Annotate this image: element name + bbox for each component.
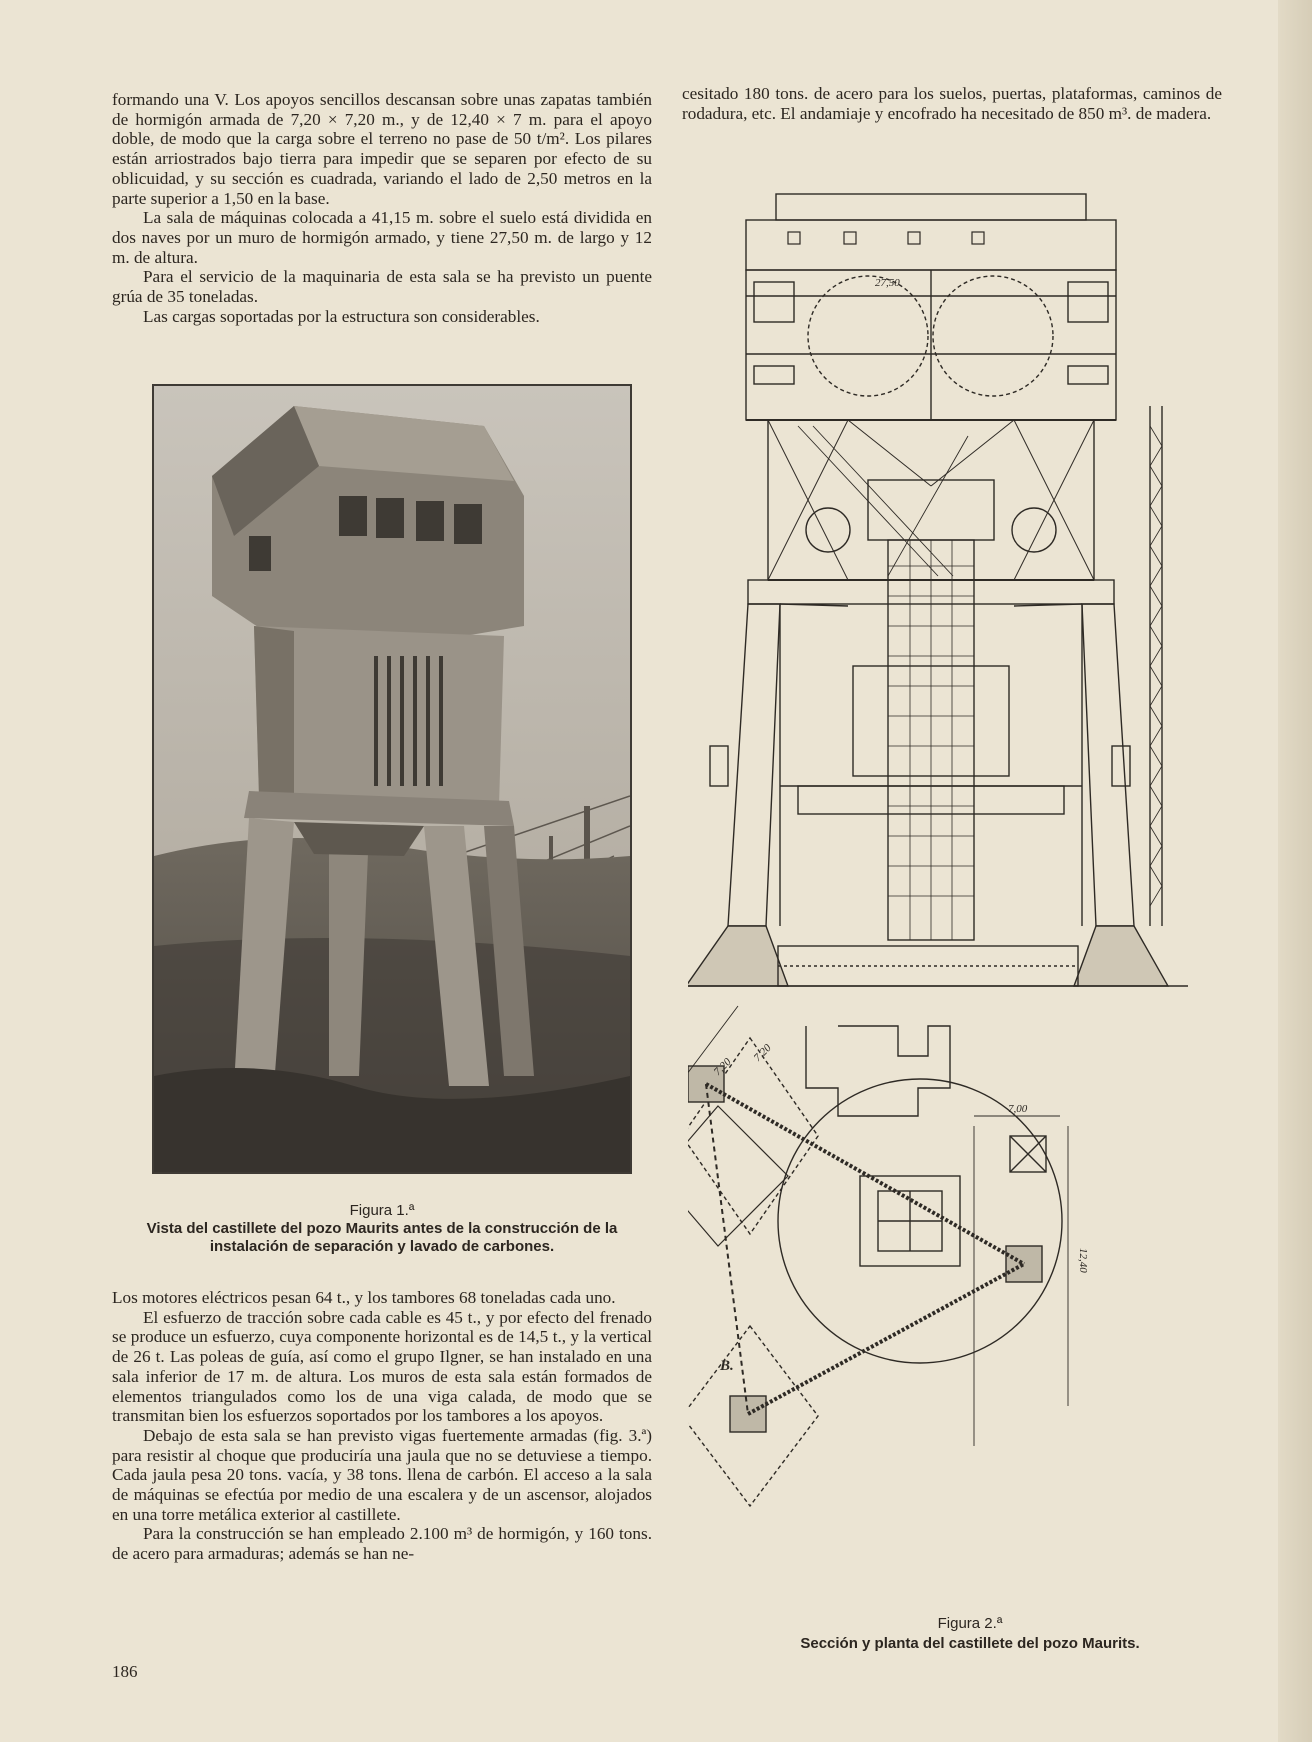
page-number: 186 [112,1662,138,1681]
figure-2-number: Figura 2.ª [937,1615,1003,1632]
figure-1-caption-text: Vista del castillete del pozo Maurits antes de la construcción de la instalación de separación y lavado de carbones. [146,1220,618,1255]
dimension-label: 7,20 [711,1056,734,1079]
paragraph: El esfuerzo de tracción sobre cada cable es 45 t., y por efecto del frenado se produce un esfuerzo, cuya componente horizontal es de 14,5 t., y la vertical de 26 t. Las poleas de guía, así como el grupo Ilgner, se han instalado en una sala inferior de 17 m. de altura. Los muros de esta sala están formados de elementos triangulados como los de una viga calada, de modo que se transmitan bien los esfuerzos soportados por los tambores a los apoyos. [112,1307,652,1426]
paragraph: Las cargas soportadas por la estructura son considerables. [143,306,540,326]
figure-1-photo [152,384,632,1174]
dimension-label: 12,40 [1077,1248,1089,1273]
section-label-b: B. [720,1358,734,1374]
paragraph: Debajo de esta sala se han previsto vigas fuertemente armadas (fig. 3.ª) para resistir al choque que produciría una jaula que no se detuviese a tiempo. Cada jaula pesa 20 tons. vacía, y 38 tons. llena de carbón. El acceso a la sala de máquinas se efectúa por medio de una escalera y de un ascensor, alojados en una torre metálica exterior al castillete. [112,1425,652,1524]
figure-2-caption [700,1614,1240,1654]
tower-photo-illustration [154,386,630,1172]
section-and-plan-drawing [688,186,1228,1606]
paragraph: formando una V. Los apoyos sencillos descansan sobre unas zapatas también de hormigón armada de 7,20 × 7,20 m., y de 12,40 × 7 m. para el apoyo doble, de modo que la carga sobre el terreno no pase de 50 t/m². Los pilares están arriostrados bajo tierra para impedir que se separen por efecto de su oblicuidad, y su sección es cuadrada, variando el lado de 2,50 metros en la parte superior a 1,50 en la base. [112,90,652,208]
paragraph: Para el servicio de la maquinaria de esta sala se ha previsto un puente grúa de 35 toneladas. [112,267,652,307]
dimension-label: 27,50 [875,277,900,289]
figure-1-number: Figura 1.ª [349,1202,415,1219]
paragraph: cesitado 180 tons. de acero para los suelos, puertas, plataformas, caminos de rodadura, etc. El andamiaje y encofrado ha necesitado de 850 m³. de madera. [682,84,1222,123]
paragraph: Los motores eléctricos pesan 64 t., y los tambores 68 toneladas cada uno. [112,1288,616,1307]
paragraph: Para la construcción se han empleado 2.100 m³ de hormigón, y 160 tons. de acero para armaduras; además se han ne- [112,1524,652,1564]
left-column-top [112,90,652,326]
right-column-top [682,84,1222,123]
dimension-label: 7,20 [751,1042,774,1065]
figure-2-drawing [688,186,1228,1606]
figure-1-caption [112,1202,652,1256]
figure-2-caption-text: Sección y planta del castillete del pozo Maurits. [800,1635,1140,1652]
paragraph: La sala de máquinas colocada a 41,15 m. sobre el suelo está dividida en dos naves por un muro de hormigón armado, y tiene 27,50 m. de largo y 12 m. de altura. [112,208,652,267]
dimension-label: 7,00 [1008,1103,1028,1115]
left-column-bottom [112,1288,652,1564]
page-edge [1278,0,1312,1742]
